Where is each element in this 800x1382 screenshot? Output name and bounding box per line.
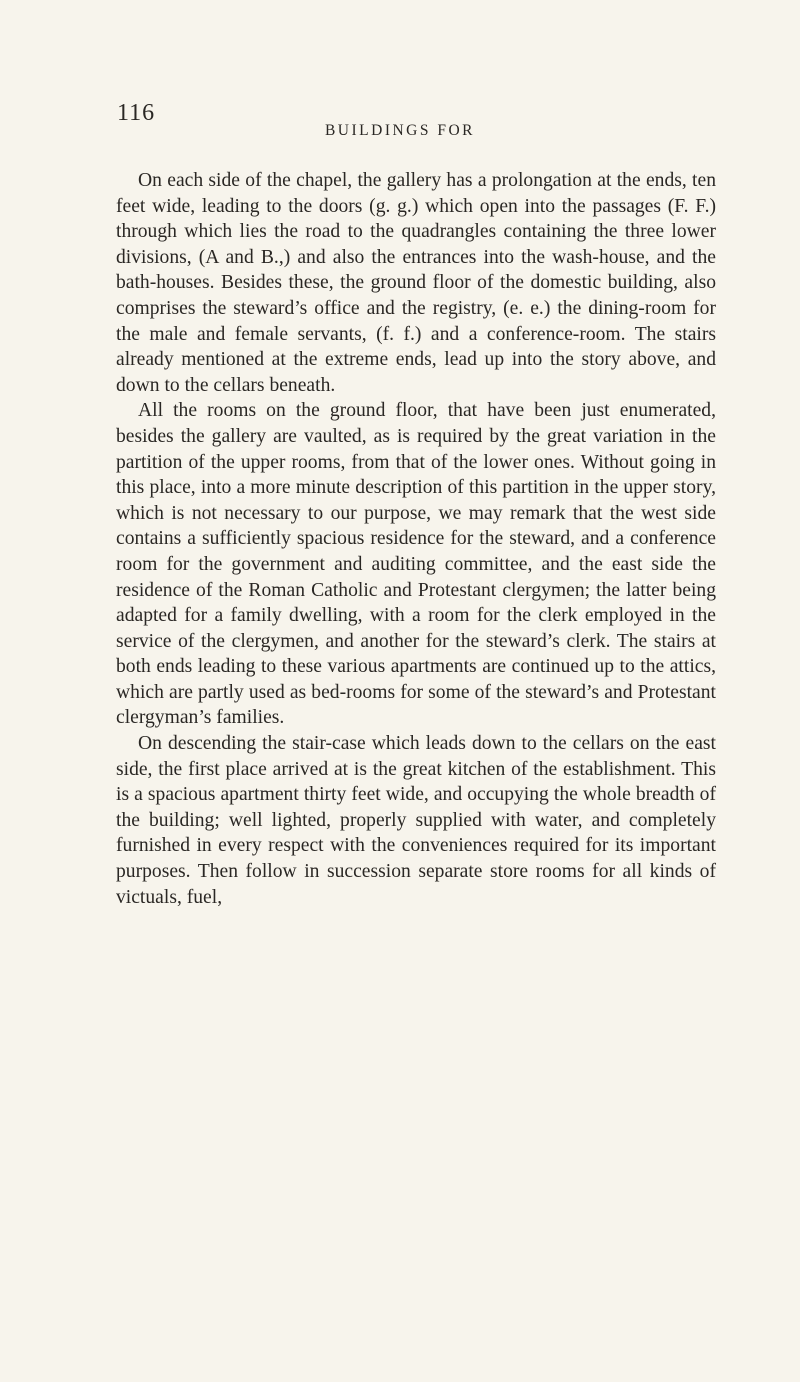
body-text bbox=[116, 168, 716, 910]
paragraph: All the rooms on the ground floor, that have been just enumerated, besides the gallery are vaulted, as is required by the great variation in the partition of the upper rooms, from that of the lower ones. Without going in this place, into a more minute description of this partition in the upper story, which is not necessary to our purpose, we may remark that the west side contains a sufficiently spacious residence for the steward, and a conference room for the government and auditing committee, and the east side the residence of the Roman Catholic and Protestant clergymen; the latter being adapted for a family dwelling, with a room for the clerk employed in the service of the clergymen, and another for the steward’s clerk. The stairs at both ends leading to these various apartments are continued up to the attics, which are partly used as bed-rooms for some of the steward’s and Protestant clergyman’s families. bbox=[116, 400, 716, 729]
paragraph: On each side of the chapel, the gallery has a prolongation at the ends, ten feet wide, leading to the doors (g. g.) which open into the passages (F. F.) through which lies the road to the quadrangles containing the three lower divisions, (A and B.,) and also the entrances into the wash-house, and the bath-houses. Besides these, the ground floor of the domestic building, also comprises the steward’s office and the registry, (e. e.) the dining-room for the male and female servants, (f. f.) and a conference-room. The stairs already mentioned at the extreme ends, lead up into the story above, and down to the cellars beneath. bbox=[116, 170, 716, 396]
paragraph: On descending the stair-case which leads down to the cellars on the east side, the first place arrived at is the great kitchen of the establishment. This is a spacious apartment thirty feet wide, and occupying the whole breadth of the building; well lighted, properly supplied with water, and completely furnished in every respect with the conveniences required for its important purposes. Then follow in succession separate store rooms for all kinds of victuals, fuel, bbox=[116, 733, 716, 908]
running-head: BUILDINGS FOR bbox=[324, 122, 476, 139]
page-number: 116 bbox=[117, 100, 156, 126]
